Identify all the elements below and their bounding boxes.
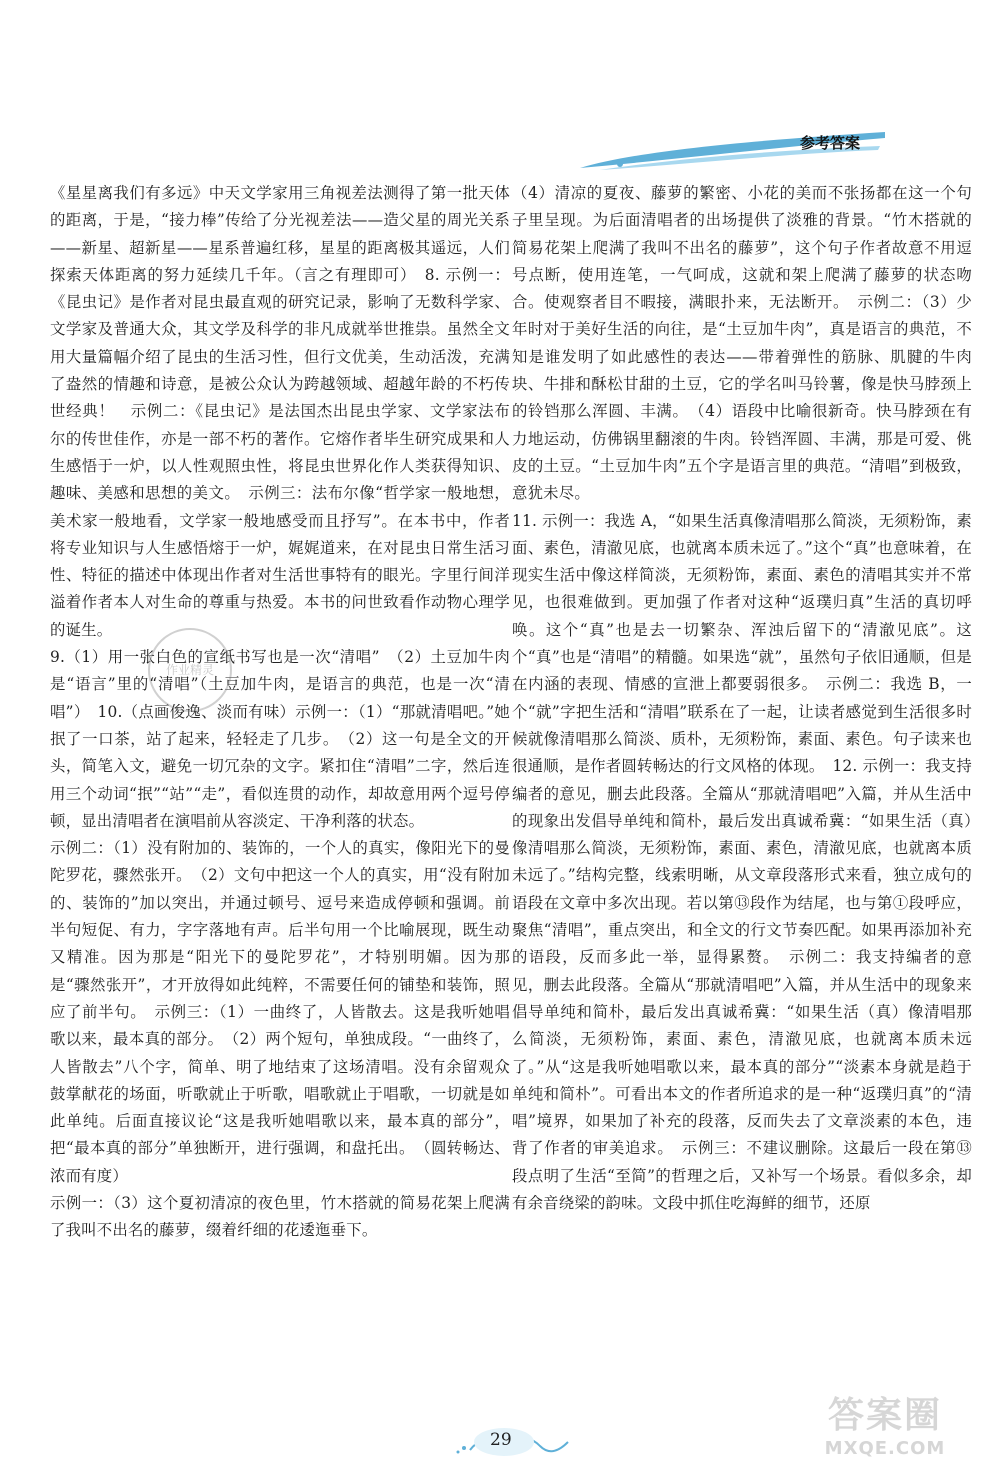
stamp-watermark: 作业精灵 bbox=[148, 628, 232, 712]
answer-paragraph: 示例二：（1）没有附加的、装饰的，一个人的真实，像阳光下的曼陀罗花，骤然张开。 （2）文句中把这一个人的真实，用“没有附加的、装饰的”加以突出，并通过顿号、逗号来造成停顿和强调。前半句短促、有力，字字落地有声。后半句用一个比喻展现，既生动又精准。因为那是“阳光下的曼陀罗花”，才特别明媚。因为那是“骤然张开”，才开放得如此纯粹，不需要任何的铺垫和装饰，照应了前半句。 示例三：（1）一曲终了，人皆散去。这是我听她唱歌以来，最本真的部分。 （2）两个短句，单独成段。“一曲终了，人皆散去”八个字，简单、明了地结束了这场清唱。没有余留观众鼓掌献花的场面，听歌就止于听歌，唱歌就止于唱歌，一切就是如此单纯。后面直接议论“这是我听她唱歌以来，最本真的部分”，把“最本真的部分”单独断开，进行强调，和盘托出。 （圆转畅达、浓而有度） bbox=[50, 839, 510, 1185]
answer-paragraph: 《星星离我们有多远》中天文学家用三角视差法测得了第一批天体的距离，于是，“接力棒”传给了分光视差法——造父星的周光关系——新星、超新星——星系普遍红移，星星的距离极其遥远，人们探索天体距离的努力延续几千年。（言之有理即可） 8. 示例一：《昆虫记》是作者对昆虫最直观的研究记录，影响了无数科学家、文学家及普通大众，其文学及科学的非凡成就举世推祟。虽然全文用大量篇幅介绍了昆虫的生活习性，但行文优美，生动活泼，充满了盎然的情趣和诗意，是被公众认为跨越领域、超越年龄的不朽传世经典！ 示例二：《昆虫记》是法国杰出昆虫学家、文学家法布尔的传世佳作，亦是一部不朽的著作。它熔作者毕生研究成果和人生感悟于一炉，以人性观照虫性，将昆虫世界化作人类获得知识、趣味、美感和思想的美文。 示例三：法布尔像“哲学家一般地想，美术家一般地看，文学家一般地感受而且抒写”。在本书中，作者将专业知识与人生感悟熔于一炉，娓娓道来，在对昆虫日常生活习性、特征的描述中体现出作者对生活世事特有的眼光。字里行间洋溢着作者本人对生命的尊重与热爱。本书的问世致看作动物心理学的诞生。 bbox=[50, 184, 510, 639]
right-column bbox=[512, 180, 972, 1217]
left-column bbox=[50, 180, 510, 1245]
answer-paragraph: （4）清凉的夏夜、藤萝的繁密、小花的美而不张扬都在这一个句子里呈现。为后面清唱者的出场提供了淡雅的背景。“竹木搭就的简易花架上爬满了我叫不出名的藤萝”，这个句子作者故意不用逗号点断，使用连笔，一气呵成，这就和架上爬满了藤萝的状态吻合。使观察者目不暇接，满眼扑来，无法断开。 示例二：（3）少年时对于美好生活的向往，是“土豆加牛肉”，真是语言的典范，不知是谁发明了如此感性的表达——带着弹性的筋脉、肌腱的牛肉块、牛排和酥松甘甜的土豆，它的学名叫马铃薯，像是快马脖颈上的铃铛那么浑圆、丰满。 （4）语段中比喻很新奇。快马脖颈在有力地运动，仿佛锅里翻滚的牛肉。铃铛浑圆、丰满，那是可爱、佻皮的土豆。“土豆加牛肉”五个字是语言里的典范。“清唱”到极致，意犹未尽。 bbox=[512, 184, 972, 503]
header-title: 参考答案 bbox=[799, 134, 860, 152]
page-number: 29 bbox=[490, 1430, 512, 1450]
answer-paragraph: 示例一：（3）这个夏初清凉的夜色里，竹木搭就的简易花架上爬满了我叫不出名的藤萝，缀着纤细的花逶迤垂下。 bbox=[50, 1193, 510, 1240]
answer-paragraph: 9.（1）用一张白色的宣纸书写也是一次“清唱” （2）土豆加牛肉是“语言”里的“清唱”（土豆加牛肉，是语言的典范，也是一次“清唱”） 10.（点画俊逸、淡而有味）示例一：（1）“那就清唱吧。”她抿了一口茶，站了起来，轻轻走了几步。 （2）这一句是全文的开头，简笔入文，避免一切冗杂的文字。紧扣住“清唱”二字，然后连用三个动词“抿”“站”“走”，看似连贯的动作，却故意用两个逗号停顿，显出清唱者在演唱前从容淡定、干净利落的状态。 bbox=[50, 648, 510, 830]
watermark-url: MXQE.COM bbox=[824, 1438, 946, 1459]
page-header bbox=[560, 120, 890, 180]
answer-paragraph: 11. 示例一：我选 A，“如果生活真像清唱那么简淡，无须粉饰，素面、素色，清澈见底，也就离本质未远了。”这个“真”也意味着，在现实生活中像这样简淡，无须粉饰，素面、素色的清唱其实并不常见，也很难做到。更加强了作者对这种“返璞归真”生活的真切呼唤。这个“真”也是去一切繁杂、浑浊后留下的“清澈见底”。这个“真”也是“清唱”的精髓。如果选“就”，虽然句子依旧通顺，但是在内涵的表现、情感的宣泄上都要弱很多。 示例二：我选 B，一个“就”字把生活和“清唱”联系在了一起，让读者感觉到生活很多时候就像清唱那么简淡、质朴，无须粉饰，素面、素色。句子读来也很通顺，是作者圆转畅达的行文风格的体现。 12. 示例一：我支持编者的意见，删去此段落。全篇从“那就清唱吧”入篇，并从生活中的现象出发倡导单纯和简朴，最后发出真诚希冀：“如果生活（真）像清唱那么简淡，无须粉饰，素面、素色，清澈见底，也就离本质未远了。”结构完整，线索明晰，从文章段落形式来看，独立成句的语段在文章中多次出现。若以第⑬段作为结尾，也与第①段呼应，聚焦“清唱”，重点突出，和全文的行文节奏匹配。如果再添加补充的语段，反而多此一举，显得累赘。 示例二：我支持编者的意见，删去此段落。全篇从“那就清唱吧”入篇，并从生活中的现象来倡导单纯和简朴，最后发出真诚希冀：“如果生活（真）像清唱那么简淡，无须粉饰，素面、素色，清澈见底，也就离本质未远了。”从“这是我听她唱歌以来，最本真的部分”“淡素本身就是趋于单纯和简朴”。可看出本文的作者所追求的是一种“返璞归真”的“清唱”境界，如果加了补充的段落，反而失去了文章淡素的本色，违背了作者的审美追求。 示例三：不建议删除。这最后一段在第⑬段点明了生活“至简”的哲理之后，又补写一个场景。看似多余，却有余音绕梁的韵味。文段中抓住吃海鲜的细节，还原 bbox=[512, 511, 973, 1212]
watermark-logo-text: 答案圈 bbox=[827, 1395, 942, 1436]
page-footer bbox=[440, 1420, 570, 1465]
site-watermark bbox=[795, 1387, 975, 1459]
